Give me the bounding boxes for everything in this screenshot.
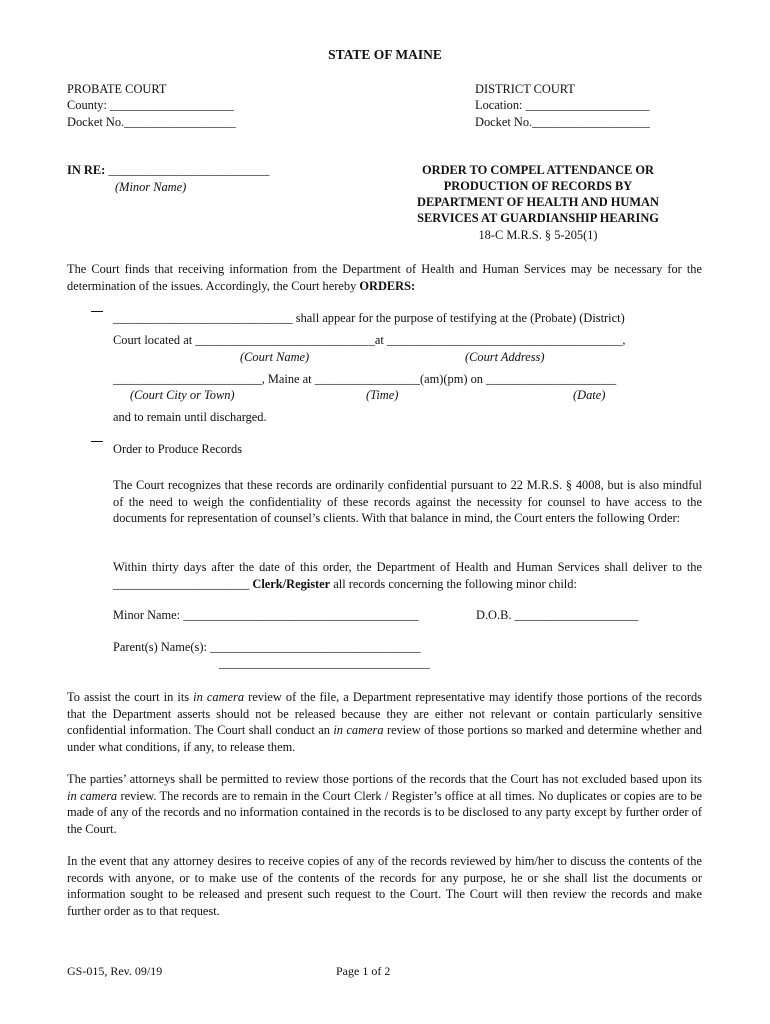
produce-records-checkbox[interactable]	[91, 441, 103, 442]
court-address-caption: (Court Address)	[465, 350, 545, 364]
order-title-line-3: DEPARTMENT OF HEALTH AND HUMAN	[417, 195, 659, 209]
court-city-caption: (Court City or Town)	[130, 388, 235, 402]
attendance-line-1[interactable]: _____________________________ shall appear for the purpose of testifying at the (Probate) (District)	[113, 311, 625, 325]
order-title-line-4: SERVICES AT GUARDIANSHIP HEARING	[417, 211, 659, 225]
attorneys-paragraph	[67, 771, 702, 837]
intro-text: The Court finds that receiving information from the Department of Health and Human Services may be necessary for the determination of the issues. Accordingly, the Court hereby	[67, 262, 702, 293]
intro-paragraph	[67, 261, 702, 294]
date-caption: (Date)	[573, 388, 606, 402]
form-id: GS-015, Rev. 09/19	[67, 964, 163, 978]
page-number: Page 1 of 2	[336, 964, 391, 978]
attendance-line-2[interactable]: Court located at _____________________________at ______________________________________,	[113, 333, 626, 347]
clerk-register-label: Clerk/Register	[252, 576, 331, 591]
attorneys-italic: in camera	[67, 788, 118, 803]
minor-name-line[interactable]: Minor Name: ______________________________________	[113, 608, 419, 622]
order-title-line-1: ORDER TO COMPEL ATTENDANCE OR	[421, 163, 654, 177]
orders-label: ORDERS:	[359, 278, 416, 293]
review-italic-2: in camera	[333, 723, 384, 737]
time-caption: (Time)	[366, 388, 399, 402]
dob-field[interactable]: D.O.B. ____________________	[476, 608, 639, 622]
in-camera-review-paragraph	[67, 689, 702, 755]
delivery-paragraph	[113, 559, 702, 592]
review-text-c: review of those portions so marked and determine whether and under what conditions, if any, to release them.	[67, 723, 702, 754]
minor-name-caption: (Minor Name)	[115, 180, 187, 194]
attorneys-text-b: review. The records are to remain in the Court Clerk / Register’s office at all times. No duplicates or copies are to be made of any of the records and no information contained in the records is to be disclosed to any party except by further order of the Court.	[67, 788, 702, 836]
review-italic-1: in camera	[193, 690, 245, 704]
probate-docket-field[interactable]: Docket No.__________________	[67, 115, 236, 129]
court-name-caption: (Court Name)	[240, 350, 310, 364]
probate-court-label: PROBATE COURT	[67, 82, 167, 96]
copies-paragraph: In the event that any attorney desires to receive copies of any of the records reviewed by him/her to discuss the contents of the records with anyone, or to make use of the contents of the records for any purpose, he or she shall list the documents or information sought to be released and present such request to the Court. The Court will then review the records and make further order as to that request.	[67, 854, 702, 918]
in-re-line	[67, 162, 269, 179]
review-text-b: review of the file, a Department representative may identify those portions of the records that the Department asserts should not be released because they are either not relevant or contain particularly sensitive confidential information. The Court shall conduct an	[67, 690, 702, 737]
attorneys-text-a: The parties’ attorneys shall be permitted to review those portions of the records that the Court has not excluded based upon its	[67, 772, 702, 786]
page-title: STATE OF MAINE	[328, 47, 442, 62]
attendance-line-4: and to remain until discharged.	[113, 410, 267, 424]
district-docket-field[interactable]: Docket No.___________________	[475, 115, 650, 129]
statute-citation: 18-C M.R.S. § 5-205(1)	[478, 228, 598, 242]
in-re-label: IN RE:	[67, 163, 106, 177]
review-text-a: To assist the court in its	[67, 690, 194, 704]
delivery-text-b: all records concerning the following minor child:	[330, 576, 577, 591]
district-court-label: DISTRICT COURT	[475, 82, 575, 96]
delivery-text-a: Within thirty days after the date of this order, the Department of Health and Human Services shall deliver to the ______________________	[113, 560, 702, 591]
parents-name-line-2[interactable]: __________________________________	[219, 656, 430, 670]
attendance-line-3[interactable]: ________________________, Maine at _________________(am)(pm) on _____________________	[113, 372, 617, 386]
county-field[interactable]: County: ____________________	[67, 98, 234, 112]
order-title-line-2: PRODUCTION OF RECORDS BY	[443, 179, 633, 193]
minor-name-field[interactable]: __________________________	[105, 163, 270, 177]
produce-records-heading: Order to Produce Records	[113, 442, 243, 456]
location-field[interactable]: Location: ____________________	[475, 98, 650, 112]
attendance-checkbox[interactable]	[91, 311, 103, 312]
confidentiality-paragraph: The Court recognizes that these records are ordinarily confidential pursuant to 22 M.R.S. § 4008, but is also mindful of the need to weigh the confidentiality of these records against the necessity for counsel to have access to the documents for representation of counsel’s clients. With that balance in mind, the Court enters the following Order:	[113, 478, 702, 525]
parents-name-line[interactable]: Parent(s) Name(s): __________________________________	[113, 640, 421, 654]
